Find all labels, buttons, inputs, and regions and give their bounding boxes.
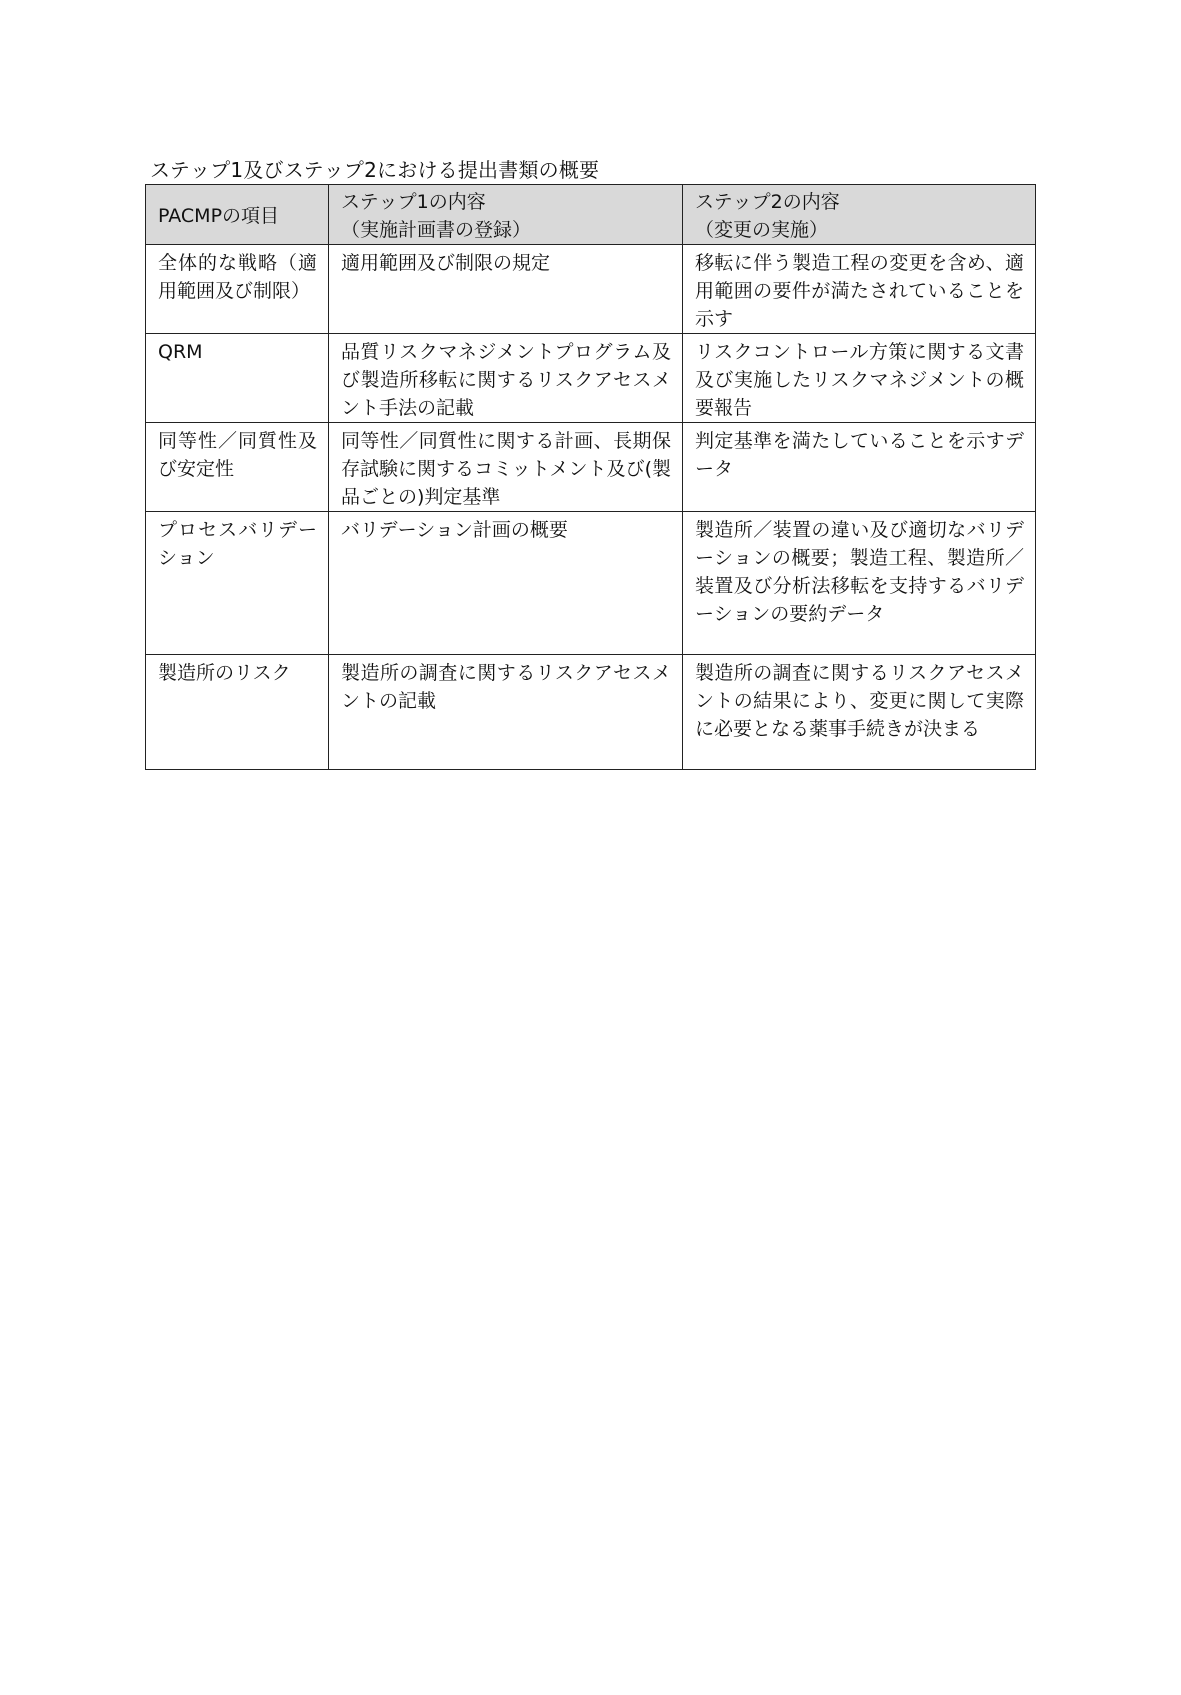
cell-step2: 判定基準を満たしていることを示すデータ: [683, 423, 1036, 512]
cell-step1: バリデーション計画の概要: [329, 512, 683, 655]
cell-step2: 製造所／装置の違い及び適切なバリデーションの概要；製造工程、製造所／装置及び分析法移転を支持するバリデーションの要約データ: [683, 512, 1036, 655]
cell-item: 全体的な戦略（適用範囲及び制限）: [146, 245, 329, 334]
table-row: [146, 655, 1036, 770]
table-caption: ステップ1及びステップ2における提出書類の概要: [150, 158, 600, 182]
cell-step2: 製造所の調査に関するリスクアセスメントの結果により、変更に関して実際に必要となる薬事手続きが決まる: [683, 655, 1036, 770]
header-step2: [683, 185, 1036, 245]
cell-step2: 移転に伴う製造工程の変更を含め、適用範囲の要件が満たされていることを示す: [683, 245, 1036, 334]
header-subline: （実施計画書の登録）: [341, 219, 532, 241]
cell-item: QRM: [146, 334, 329, 423]
table-row: [146, 512, 1036, 655]
cell-step1: 同等性／同質性に関する計画、長期保存試験に関するコミットメント及び(製品ごとの)判定基準: [329, 423, 683, 512]
header-line: PACMPの項目: [158, 205, 280, 227]
header-line: ステップ1の内容: [341, 191, 486, 213]
table-row: [146, 334, 1036, 423]
header-subline: （変更の実施）: [695, 219, 829, 241]
table-row: [146, 423, 1036, 512]
table-row: [146, 245, 1036, 334]
header-step1: [329, 185, 683, 245]
cell-item: 同等性／同質性及び安定性: [146, 423, 329, 512]
header-line: ステップ2の内容: [695, 191, 840, 213]
cell-item: 製造所のリスク: [146, 655, 329, 770]
table-header-row: [146, 185, 1036, 245]
submission-documents-table: [145, 184, 1036, 770]
cell-step1: 適用範囲及び制限の規定: [329, 245, 683, 334]
cell-step2: リスクコントロール方策に関する文書及び実施したリスクマネジメントの概要報告: [683, 334, 1036, 423]
header-pacmp-item: [146, 185, 329, 245]
cell-step1: 製造所の調査に関するリスクアセスメントの記載: [329, 655, 683, 770]
cell-item: プロセスバリデーション: [146, 512, 329, 655]
cell-step1: 品質リスクマネジメントプログラム及び製造所移転に関するリスクアセスメント手法の記載: [329, 334, 683, 423]
